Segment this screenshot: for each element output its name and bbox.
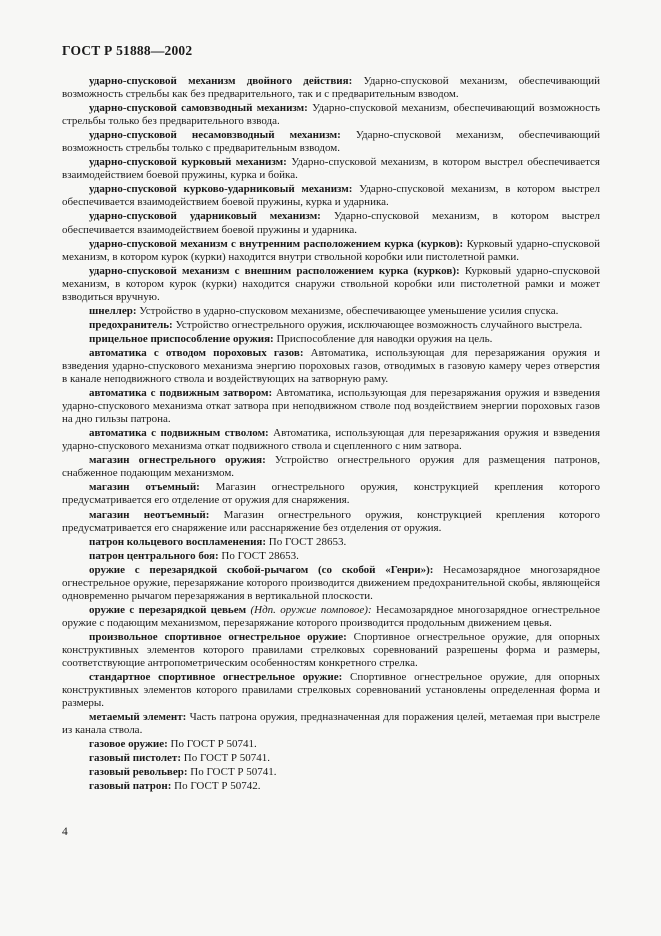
entry-term: автоматика с подвижным стволом:	[89, 427, 269, 440]
entry-definition: Ударно-спусковой механизм, в котором выстрел обеспечивается взаимодействием боевой пружины и ударника.	[62, 210, 601, 236]
entry-term: магазин огнестрельного оружия:	[89, 454, 266, 467]
glossary-entry	[62, 347, 600, 386]
entry-definition: Несамозарядное многозарядное огнестрельное оружие с подающим механизмом, перезаряжание которого производится продольным движением цевья.	[62, 603, 600, 629]
entry-definition: Автоматика, использующая для перезаряжания оружия и взведения ударно-спускового механизма откат подвижного ствола и сцепленного с ним затвора.	[62, 427, 600, 453]
entry-term: ударно-спусковой механизм двойного действия:	[89, 75, 353, 87]
glossary-entry	[62, 333, 600, 346]
entry-definition: По ГОСТ 28653.	[221, 549, 299, 562]
entry-term: оружие с перезарядкой цевьем	[89, 603, 247, 616]
entry-term: стандартное спортивное огнестрельное оружие:	[89, 671, 343, 684]
glossary-entry	[62, 481, 600, 507]
entry-definition: Ударно-спусковой механизм, в котором выстрел обеспечивается взаимодействием боевой пружины, курка и бойка.	[62, 156, 600, 182]
entry-definition: Устройство огнестрельного оружия, исключающее возможность случайного выстрела.	[175, 318, 583, 331]
entry-term: ударно-спусковой курковый механизм:	[89, 156, 287, 169]
entry-term: патрон кольцевого воспламенения:	[89, 535, 267, 548]
glossary-entry	[62, 238, 600, 264]
entry-term: патрон центрального боя:	[89, 549, 219, 562]
entry-definition: Магазин огнестрельного оружия, конструкцией крепления которого предусматривается его отделение от оружия для снаряжения.	[62, 481, 601, 507]
glossary-entry	[62, 265, 600, 304]
glossary-entry	[62, 509, 600, 535]
entry-term: ударно-спусковой курково-ударниковый механизм:	[89, 183, 353, 196]
entry-definition: Спортивное огнестрельное оружие, для опорных конструктивных элементов которого правилами стрелковых соревнований разрешены форма и размеры, соответствующие антропометрическим особенностям конкретного стрелка.	[62, 630, 601, 670]
glossary-entry	[62, 427, 600, 453]
entry-term: метаемый элемент:	[89, 711, 187, 724]
entry-term: автоматика с отводом пороховых газов:	[89, 346, 304, 359]
entry-term: газовое оружие:	[89, 738, 168, 751]
entry-term: магазин неотъемный:	[89, 508, 210, 521]
glossary-entry	[62, 550, 600, 563]
entry-definition: По ГОСТ Р 50741.	[183, 752, 271, 765]
entry-term: газовый пистолет:	[89, 752, 181, 765]
entry-definition: Приспособление для наводки оружия на цель.	[276, 332, 493, 345]
entry-term: предохранитель:	[89, 318, 173, 331]
entry-term: шнеллер:	[89, 304, 137, 317]
glossary-entry	[62, 305, 600, 318]
entry-term: оружие с перезарядкой скобой-рычагом (со скобой «Генри»):	[89, 563, 434, 576]
entry-definition: Автоматика, использующая для перезаряжания оружия и взведения ударно-спускового механизма откат затвора при неподвижном стволе под воздействием энергии пороховых газов на дно гильзы патрона.	[62, 387, 600, 426]
entry-definition: Устройство в ударно-спусковом механизме, обеспечивающее уменьшение усилия спуска.	[139, 304, 559, 317]
entry-definition: Курковый ударно-спусковой механизм, в котором курок (курки) находится снаружи ствольной коробки или пистолетной рамки и может взводиться вручную.	[62, 264, 601, 303]
glossary-entry	[62, 454, 600, 480]
glossary-entry	[62, 319, 600, 332]
entry-definition: По ГОСТ Р 50741.	[170, 738, 257, 751]
entry-definition: По ГОСТ 28653.	[268, 535, 347, 548]
glossary-entry	[62, 671, 600, 710]
glossary-entry	[62, 156, 600, 182]
glossary-entry	[62, 387, 600, 426]
entry-definition: По ГОСТ Р 50741.	[190, 766, 277, 779]
document-header: ГОСТ Р 51888—2002	[62, 43, 193, 58]
entry-term: ударно-спусковой механизм с внутренним расположением курка (курков):	[89, 237, 464, 250]
glossary-body	[62, 75, 600, 794]
glossary-entry	[62, 631, 600, 670]
glossary-entry	[62, 536, 600, 549]
entry-definition: Несамозарядное многозарядное огнестрельное оружие, перезаряжание которого производится движением предохранительной скобы, являющейся одновременно рычагом перезаряжания в вертикальной плоскости.	[62, 563, 600, 602]
entry-definition: Часть патрона оружия, предназначенная для поражения целей, метаемая при выстреле из канала ствола.	[62, 711, 600, 737]
glossary-entry	[62, 780, 600, 793]
entry-definition: Ударно-спусковой механизм, обеспечивающий возможность стрельбы только без предварительного взвода.	[62, 102, 600, 128]
entry-definition: Устройство огнестрельного оружия для размещения патронов, снабженное подающим механизмом.	[62, 454, 601, 480]
entry-term: ударно-спусковой несамовзводный механизм:	[89, 129, 341, 142]
page-number: 4	[62, 826, 68, 838]
glossary-entry	[62, 129, 600, 155]
entry-definition: Спортивное огнестрельное оружие, для опорных конструктивных элементов которого правилами стрелковых соревнований установлены определенная форма и размеры.	[62, 671, 600, 710]
entry-definition: Ударно-спусковой механизм, обеспечивающий возможность стрельбы только с предварительным взводом.	[62, 129, 601, 155]
entry-term: прицельное приспособление оружия:	[89, 332, 274, 345]
glossary-entry	[62, 183, 600, 209]
entry-term: произвольное спортивное огнестрельное оружие:	[89, 630, 347, 643]
entry-term: магазин отъемный:	[89, 481, 200, 494]
entry-definition: Ударно-спусковой механизм, в котором выстрел обеспечивается взаимодействием боевой пружины, курка и ударника.	[62, 183, 600, 209]
glossary-entry	[62, 102, 600, 128]
glossary-entry	[62, 752, 600, 765]
glossary-entry	[62, 711, 600, 737]
glossary-entry	[62, 604, 600, 630]
entry-definition: Автоматика, использующая для перезаряжания оружия и взведения ударно-спускового механизма энергию пороховых газов, отводимых в газовую камеру через отверстия в канале неподвижного ствола и воздействующих на затворную раму.	[62, 346, 600, 386]
entry-term: газовый револьвер:	[89, 766, 188, 779]
entry-note: (Ндп. оружие помповое):	[250, 603, 372, 616]
glossary-entry	[62, 564, 600, 603]
entry-definition: По ГОСТ Р 50742.	[174, 780, 261, 793]
entry-term: ударно-спусковой самовзводный механизм:	[89, 102, 308, 115]
glossary-entry	[62, 210, 600, 236]
glossary-entry	[62, 75, 600, 101]
entry-definition: Курковый ударно-спусковой механизм, в котором курок (курки) находится внутри ствольной коробки или пистолетной рамки.	[62, 237, 601, 263]
entry-term: ударно-спусковой механизм с внешним расположением курка (курков):	[89, 264, 460, 277]
glossary-entry	[62, 738, 600, 751]
entry-definition: Ударно-спусковой механизм, обеспечивающий возможность стрельбы как без предварительного, так и с предварительным взводом.	[62, 75, 601, 101]
glossary-entry	[62, 766, 600, 779]
entry-term: ударно-спусковой ударниковый механизм:	[89, 210, 321, 223]
entry-term: автоматика с подвижным затвором:	[89, 387, 273, 400]
entry-term: газовый патрон:	[89, 780, 172, 793]
entry-definition: Магазин огнестрельного оружия, конструкцией крепления которого предусматривается его снаряжение или расснаряжение без отделения от оружия.	[62, 508, 601, 534]
